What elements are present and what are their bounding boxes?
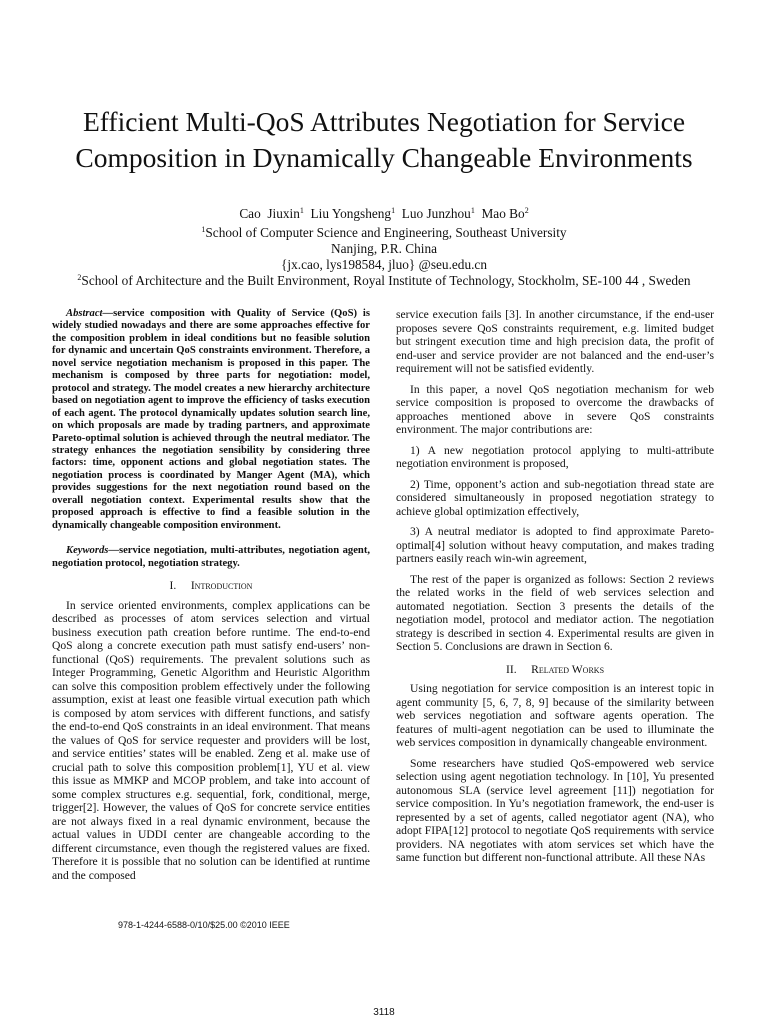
author-name: Liu Yongsheng xyxy=(310,206,392,221)
keywords xyxy=(52,545,370,570)
author-name: Luo Junzhou xyxy=(401,206,471,221)
keywords-text: —service negotiation, multi-attributes, negotiation agent, negotiation protocol, negotiation strategy. xyxy=(52,545,370,569)
author-affiliation-mark: 1 xyxy=(299,206,304,215)
abstract xyxy=(52,308,370,532)
keywords-label: Keywords xyxy=(66,545,109,557)
contribution-item: 2) Time, opponent’s action and sub-negotiation thread state are considered simultaneously in proposed negotiation strategy to achieve global optimization effectively, xyxy=(396,477,714,518)
affiliation-2 xyxy=(0,273,768,289)
author-affiliation-mark: 1 xyxy=(470,206,475,215)
paper-title: Efficient Multi-QoS Attributes Negotiation for Service Composition in Dynamically Changeable Environments xyxy=(75,106,693,173)
affiliation-mark: 2 xyxy=(77,273,82,282)
left-column xyxy=(52,308,370,882)
author-affiliation-mark: 2 xyxy=(524,206,529,215)
body-paragraph: In service oriented environments, complex applications can be described as processes of atom services selection and virtual business execution path creation before runtime. The end-to-end QoS along a concrete execution path must satisfy end-users’ non-functional (QoS) requirements. The prevalent solutions such as Integer Programming, Genetic Algorithm and Heuristic Algorithm can solve this composition problem effectively under the following assumption, exist at least one feasible virtual execution path which is composed by atom services with different functions, and satisfy the end-to-end QoS constraints in an ideal environment. That means the values of QoS for service requester and providers will be lost, and service entities’ states will be enabled. Zeng et al. make use of crucial path to solve this composition problem[1], YU et al. view this issue as MMKP and MCOP problem, and take into account of some complex structures e.g. sequential, fork, conditional, merge, trigger[2]. However, the values of QoS for concrete service entities are not always fixed in a real dynamic environment, because the actual values in UDDI center are changeable according to the different circumstance, even though the registered values are fixed. Therefore it is possible that no solution can be identified at runtime and the composed xyxy=(52,598,370,882)
section-heading xyxy=(52,579,370,593)
body-paragraph: service execution fails [3]. In another circumstance, if the end-user proposes severe QoS constraints requirement, e.g. limited budget but stringent execution time and high precision data, the profit of end-user and service provider are not balanced and the end-user’s requirement will not be satisfied evidently. xyxy=(396,308,714,375)
affiliation-1-email: {jx.cao, lys198584, jluo} @seu.edu.cn xyxy=(281,257,487,272)
section-number: I. xyxy=(169,579,177,593)
author-block xyxy=(0,206,768,289)
author-name: Cao Jiuxin xyxy=(239,206,300,221)
author-affiliation-mark: 1 xyxy=(391,206,396,215)
author-name: Mao Bo xyxy=(481,206,525,221)
body-paragraph: Some researchers have studied QoS-empowered web service selection using agent negotiation technology. In [10], Yu presented autonomous SLA (service level agreement [11]) negotiation for service composition. In Yu’s negotiation framework, the end-user is represented by a set of agents, called negotiator agent (NA), who adopt FIPA[12] protocol to negotiate QoS requirements with service providers. NA negotiates with atom services set which have the same function but different non-functional attribute. All these NAs xyxy=(396,756,714,864)
abstract-label: Abstract xyxy=(66,308,103,319)
body-paragraph: In this paper, a novel QoS negotiation mechanism for web service composition is proposed to overcome the drawbacks of approaches mentioned above in severe QoS constraints environment. The major contributions are: xyxy=(396,382,714,436)
section-title: Introduction xyxy=(190,579,253,593)
contribution-item: 3) A neutral mediator is adopted to find approximate Pareto-optimal[4] solution without heavy computation, and makes trading partners easily reach win-win agreement, xyxy=(396,525,714,565)
affiliation-text: School of Architecture and the Built Environment, Royal Institute of Technology, Stockholm, SE-100 44 , Sweden xyxy=(81,273,691,288)
abstract-text: —service composition with Quality of Service (QoS) is widely studied nowadays and there are some approaches effective for the composition problem in ideal conditions but no feasible solution for dynamic and uncertain QoS constraints environment. Therefore, a novel service negotiation mechanism is proposed in this paper. The mechanism is composed by three parts for negotiation: model, protocol and strategy. The model creates a new hierarchy architecture based on negotiation agent to improve the efficiency of tasks execution of each agent. The protocol dynamically updates solution search line, on which proposals are made by trading partners, and approximate Pareto-optimal solution is achieved through the neutral mediator. The strategy enhances the negotiation sensibility by considering three factors: time, opponent actions and global negotiation states. The negotiation process is coordinated by Manger Agent (MA), which provides suggestions for the next negotiation round based on the overall negotiation context. Experimental results show that the proposed approach is effective to find a feasible solution in the dynamically changeable composition environment. xyxy=(52,308,370,531)
body-paragraph: The rest of the paper is organized as follows: Section 2 reviews the related works in the field of web services selection and automated negotiation. Section 3 presents the details of the negotiation model, protocol and mediator action. The negotiation strategy is described in section 4. Experimental results are given in Section 5. Conclusions are drawn in Section 6. xyxy=(396,572,714,653)
author-line xyxy=(0,206,768,222)
contribution-item: 1) A new negotiation protocol applying to multi-attribute negotiation environment is proposed, xyxy=(396,443,714,470)
section-number: II. xyxy=(505,662,517,676)
section-heading xyxy=(396,663,714,677)
affiliation-text: School of Computer Science and Engineering, Southeast University xyxy=(205,225,567,240)
section-title: Related Works xyxy=(531,662,605,676)
right-column xyxy=(396,308,714,865)
copyright-notice: 978-1-4244-6588-0/10/$25.00 ©2010 IEEE xyxy=(118,920,290,930)
body-paragraph: Using negotiation for service composition is an interest topic in agent community [5, 6, 7, 8, 9] because of the similarity between web services negotiation and software agents operation. The features of multi-agent negotiation can be used to illuminate the web services composition in dynamically changeable environment. xyxy=(396,682,714,749)
affiliation-mark: 1 xyxy=(201,225,206,234)
affiliation-1-city: Nanjing, P.R. China xyxy=(330,241,437,256)
page-number: 3118 xyxy=(373,1007,395,1018)
affiliation-1 xyxy=(0,225,768,241)
